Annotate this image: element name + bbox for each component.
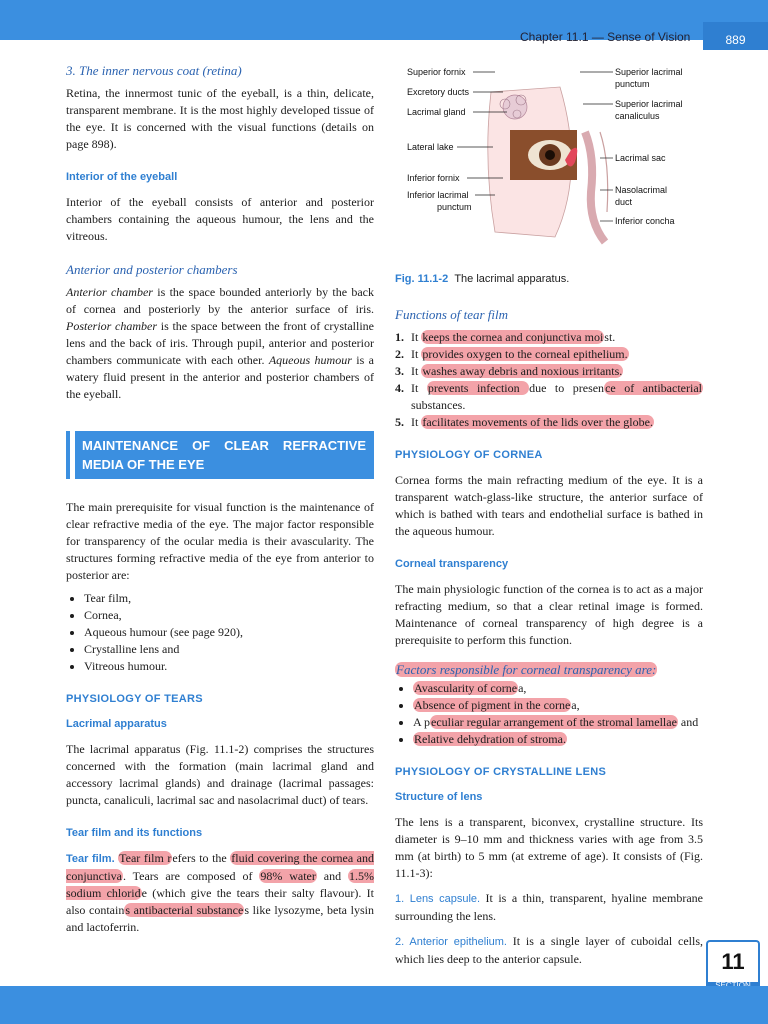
heading-chambers: Anterior and posterior chambers [66,262,238,277]
label-inferior-lacrimal: Inferior lacrimal [407,190,469,200]
heading-physiology-cornea: PHYSIOLOGY OF CORNEA [395,449,543,461]
label-superior-lacrimal-2: Superior lacrimal [615,99,683,109]
paragraph-cornea: Cornea forms the main refracting medium of the eye. It is a transparent watch-glass-like structure, the anterior surface of which is bathed with tears and endothelial surface is bathed in the aqueous humour. [395,473,703,538]
paragraph-anterior-epithelium: 2. Anterior epithelium. It is a single layer of cuboidal cells, which lies deep to the anterior capsule. [395,934,704,966]
list-item: 3. It washes away debris and noxious irritants. [395,364,623,378]
bottom-bar [0,986,768,1024]
paragraph-transparency: The main physiologic function of the cornea is to act as a major refracting medium, so that a clear retinal image is formed. Maintenance of corneal transparency of high degree is a prerequisite to perform this function. [395,582,703,647]
list-item: • Aqueous humour (see page 920), [84,624,374,641]
list-item: 4. It prevents infection due to presence of antibacterial substances. [395,381,702,412]
heading-structure-lens: Structure of lens [395,791,483,803]
section-tab [706,940,760,988]
list-item: 1. It keeps the cornea and conjunctiva moist. [395,330,616,344]
label-canaliculus: canaliculus [615,111,660,121]
label-lacrimal-sac: Lacrimal sac [615,153,666,163]
label-superior-fornix: Superior fornix [407,67,466,77]
section-banner: MAINTENANCE OF CLEAR REFRACTIVE MEDIA OF THE EYE [66,431,374,479]
functions-list [395,329,703,431]
nasolacrimal-duct-shape [585,132,605,242]
section-number: 11 [721,949,745,974]
heading-corneal-transparency: Corneal transparency [395,558,509,570]
label-inferior-concha: Inferior concha [615,216,675,226]
figure-caption: Fig. 11.1-2 The lacrimal apparatus. [395,273,570,285]
label-punctum: punctum [437,202,472,212]
heading-factors: Factors responsible for corneal transparency are: [396,662,657,677]
lacrimal-gland-shape [503,95,527,119]
heading-physiology-tears: PHYSIOLOGY OF TEARS [66,693,203,705]
label-excretory-ducts: Excretory ducts [407,87,470,97]
right-column [395,306,703,968]
list-item: • A peculiar regular arrangement of the stromal lamellae and [413,714,703,731]
label-inferior-fornix: Inferior fornix [407,173,460,183]
list-item: • Cornea, [84,607,374,624]
list-item: • Absence of pigment in the cornea, [413,697,703,714]
list-item: • Avascularity of cornea, [413,680,703,697]
heading-interior: Interior of the eyeball [66,171,178,183]
heading-functions-tear-film: Functions of tear film [395,307,509,322]
left-column [66,62,374,936]
factors-list [395,680,703,748]
heading-crystalline-lens: PHYSIOLOGY OF CRYSTALLINE LENS [395,766,607,778]
label-lacrimal-gland: Lacrimal gland [407,107,466,117]
paragraph-maintenance: The main prerequisite for visual function is the maintenance of clear refractive media of the eye. The major factor responsible for transparency of the ocular media is their avascularity. The structures forming refractive media of the eye from anterior to posterior are: [66,500,374,582]
list-item: • Tear film, [84,590,374,607]
label-duct: duct [615,197,633,207]
paragraph-lens-capsule: 1. Lens capsule. It is a thin, transparent, hyaline membrane surrounding the lens. [395,891,703,923]
running-header: Chapter 11.1 — Sense of Vision [520,30,691,44]
lacrimal-apparatus-figure [395,62,715,262]
paragraph-lens: The lens is a transparent, biconvex, crystalline structure. Its diameter is 9–10 mm and thickness varies with age from 3.5 mm (at birth) to 5 mm (at extreme of age). It consists of (Fig. 11.1-3): [395,815,703,880]
list-item: 2. It provides oxygen to the corneal epithelium. [395,347,628,361]
label-lateral-lake: Lateral lake [407,142,454,152]
label-superior-lacrimal: Superior lacrimal [615,67,683,77]
heading-lacrimal-apparatus: Lacrimal apparatus [66,718,167,730]
list-item: • Crystalline lens and [84,641,374,658]
label-nasolacrimal: Nasolacrimal [615,185,668,195]
label-punctum-right: punctum [615,79,650,89]
heading-tear-film: Tear film and its functions [66,827,203,839]
list-item: • Vitreous humour. [84,658,374,675]
refractive-media-list [66,590,374,675]
paragraph-chambers: Anterior chamber is the space bounded anteriorly by the back of cornea and posteriorly by the anterior surface of iris. Posterior chamber is the space between the front of crystalline lens and the back of iris. Through pupil, anterior and posterior chambers communicate with each other. Aqueous humour is a watery fluid present in the anterior and posterior chambers of the eyeball. [66,285,374,401]
paragraph-lacrimal: The lacrimal apparatus (Fig. 11.1-2) comprises the structures concerned with the formation (main lacrimal gland and accessory lacrimal glands) and drainage (lacrimal passages: puncta, canaliculi, lacrimal sac and nasolacrimal duct) of tears. [66,742,374,807]
paragraph-retina: Retina, the innermost tunic of the eyeball, is a thin, delicate, transparent membrane. It is the most highly developed tissue of the eye. It is concerned with the visual functions (details on page 898). [66,86,374,151]
page-number: 889 [703,22,768,50]
list-item: 5. It facilitates movements of the lids over the globe. [395,415,653,429]
paragraph-interior: Interior of the eyeball consists of anterior and posterior chambers containing the aqueous humour, the lens and the vitreous. [66,195,374,243]
heading-inner-coat: 3. The inner nervous coat (retina) [66,63,242,78]
paragraph-tear-film: Tear film. Tear film refers to the fluid covering the cornea and conjunctiva. Tears are composed of 98% water and 1.5% sodium chloride (which give the tears their salty flavour). It also contains antibacterial substances like lysozyme, beta lysin and lactoferrin. [66,851,375,934]
list-item: • Relative dehydration of stroma. [413,731,703,748]
